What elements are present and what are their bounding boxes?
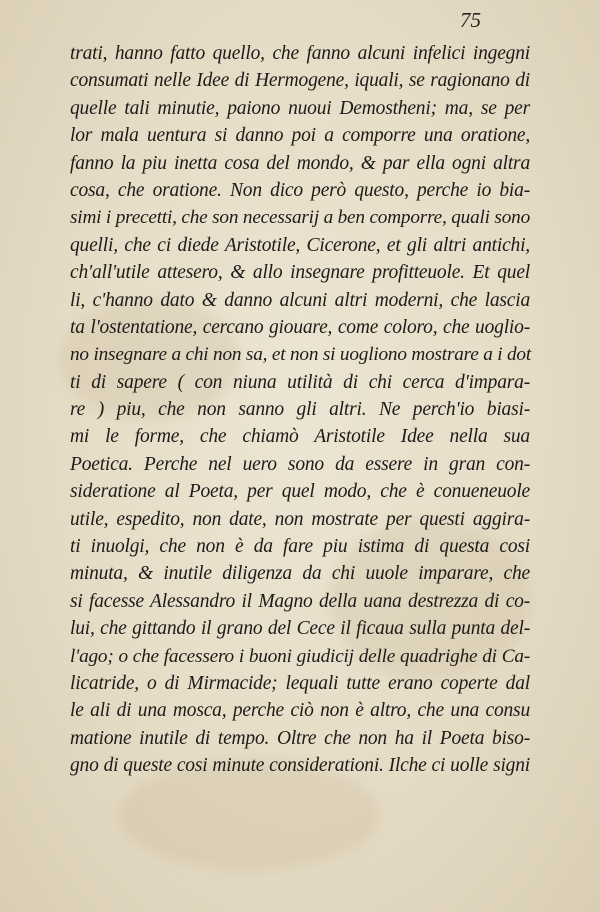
text-line: no insegnare a chi non sa, et non si uogliono mostrare a i dot: [70, 344, 531, 366]
text-line: quelle tali minutie, paiono nuoui Demostheni; ma, se per: [70, 97, 530, 119]
text-line: mi le forme, che chiamò Aristotile Idee nella sua: [70, 426, 530, 448]
text-line: l'ago; o che facessero i buoni giudicij delle quadrighe di Ca-: [70, 645, 530, 667]
text-line: Poetica. Perche nel uero sono da essere in gran con-: [70, 453, 530, 475]
page-number: 75: [460, 8, 481, 32]
text-line: ta l'ostentatione, cercano giouare, come coloro, che uoglio-: [70, 316, 530, 338]
text-line: ch'all'utile attesero, & allo insegnare profitteuole. Et quel: [70, 262, 530, 284]
text-line: gno di queste cosi minute considerationi. Ilche ci uolle signi: [70, 755, 530, 777]
text-line: re ) piu, che non sanno gli altri. Ne perch'io biasi-: [70, 399, 530, 421]
text-line: sideratione al Poeta, per quel modo, che è conueneuole: [70, 481, 530, 503]
text-line: utile, espedito, non date, non mostrate per questi aggira-: [70, 508, 530, 530]
text-line: trati, hanno fatto quello, che fanno alcuni infelici ingegni: [70, 43, 530, 64]
text-line: fanno la piu inetta cosa del mondo, & par ella ogni altra: [70, 152, 530, 174]
text-line: lui, che gittando il grano del Cece il ficaua sulla punta del-: [70, 618, 530, 640]
text-line: cosa, che oratione. Non dico però questo, perche io bia-: [70, 179, 530, 201]
text-line: si facesse Alessandro il Magno della uana destrezza di co-: [70, 590, 530, 612]
text-line: simi i precetti, che son necessarij a ben comporre, quali sono: [70, 207, 530, 229]
text-line: le ali di una mosca, perche ciò non è altro, che una consu: [70, 700, 530, 722]
text-line: licatride, o di Mirmacide; lequali tutte erano coperte dal: [70, 672, 530, 694]
text-line: ti inuolgi, che non è da fare piu istima di questa cosi: [70, 536, 530, 558]
text-line: lor mala uentura si danno poi a comporre una oratione,: [70, 125, 530, 147]
text-line: li, c'hanno dato & danno alcuni altri moderni, che lascia: [70, 289, 530, 311]
text-line: minuta, & inutile diligenza da chi uuole imparare, che: [70, 563, 530, 585]
text-line: quelli, che ci diede Aristotile, Cicerone, et gli altri antichi,: [70, 234, 530, 256]
body-text: [70, 40, 530, 780]
text-line: consumati nelle Idee di Hermogene, iquali, se ragionano di: [70, 70, 530, 92]
text-line: ti di sapere ( con niuna utilità di chi cerca d'impara-: [70, 371, 530, 393]
text-line: matione inutile di tempo. Oltre che non ha il Poeta biso-: [70, 727, 530, 749]
